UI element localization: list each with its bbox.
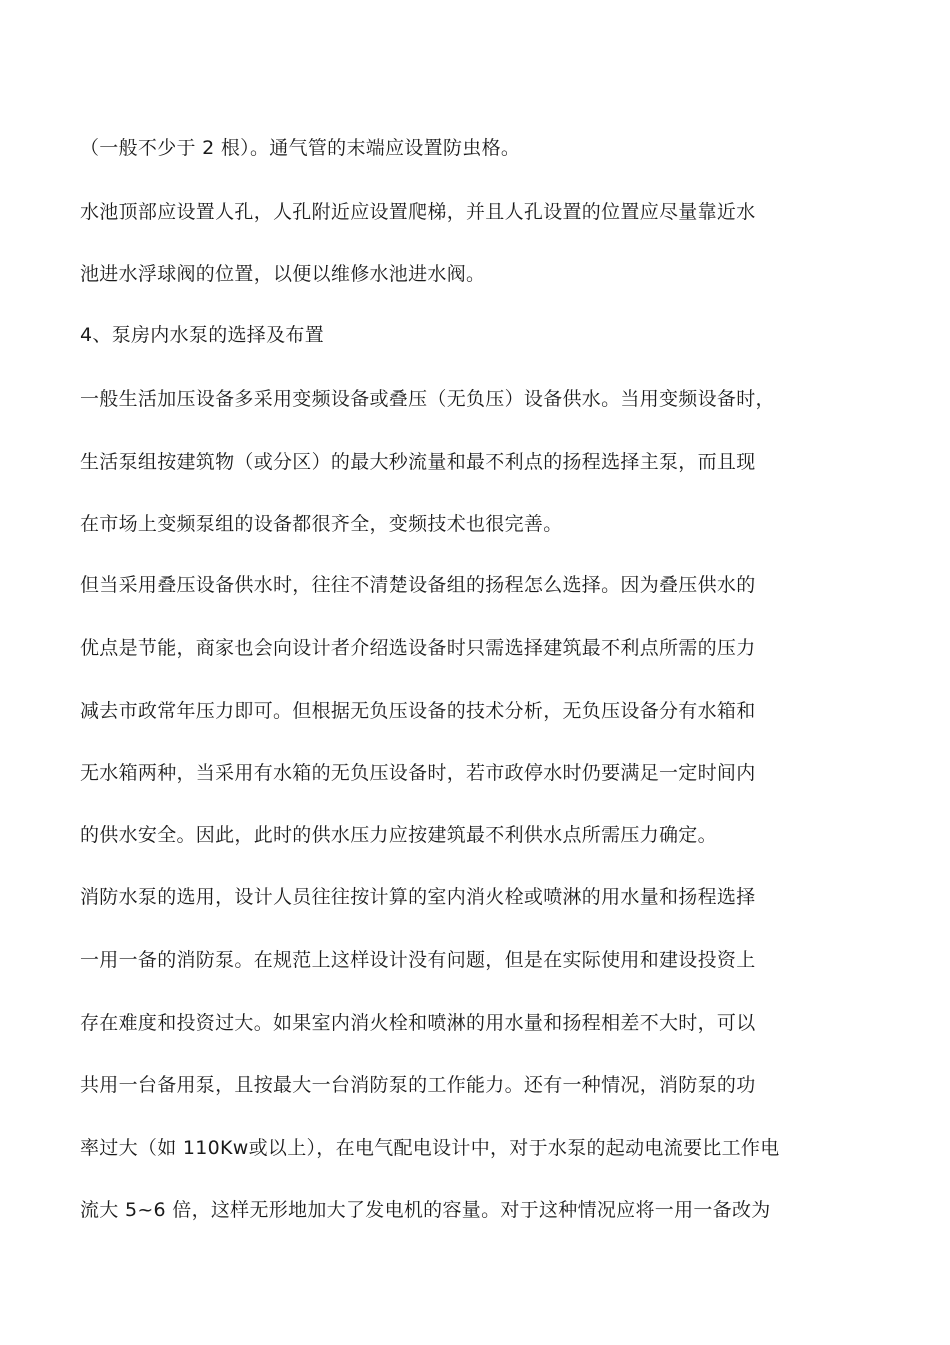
text-line: 共用一台备用泵，且按最大一台消防泵的工作能力。还有一种情况，消防泵的功 xyxy=(80,1074,756,1096)
text-line: 消防水泵的选用，设计人员往往按计算的室内消火栓或喷淋的用水量和扬程选择 xyxy=(80,886,756,908)
text-line: 在市场上变频泵组的设备都很齐全，变频技术也很完善。 xyxy=(80,513,563,535)
text-line: 优点是节能，商家也会向设计者介绍选设备时只需选择建筑最不利点所需的压力 xyxy=(80,637,756,659)
text-line: 流大 5~6 倍，这样无形地加大了发电机的容量。对于这种情况应将一用一备改为 xyxy=(80,1199,771,1221)
text-line: 减去市政常年压力即可。但根据无负压设备的技术分析，无负压设备分有水箱和 xyxy=(80,700,756,722)
text-line: 但当采用叠压设备供水时，往往不清楚设备组的扬程怎么选择。因为叠压供水的 xyxy=(80,574,756,596)
text-line: 存在难度和投资过大。如果室内消火栓和喷淋的用水量和扬程相差不大时，可以 xyxy=(80,1012,756,1034)
text-line: 池进水浮球阀的位置，以便以维修水池进水阀。 xyxy=(80,263,486,285)
text-line: 无水箱两种，当采用有水箱的无负压设备时，若市政停水时仍要满足一定时间内 xyxy=(80,762,756,784)
text-line: 率过大（如 110Kw或以上），在电气配电设计中，对于水泵的起动电流要比工作电 xyxy=(80,1137,780,1159)
section-heading: 4、泵房内水泵的选择及布置 xyxy=(80,324,324,346)
text-line: 的供水安全。因此，此时的供水压力应按建筑最不利供水点所需压力确定。 xyxy=(80,824,717,846)
text-line: 生活泵组按建筑物（或分区）的最大秒流量和最不利点的扬程选择主泵，而且现 xyxy=(80,451,756,473)
text-line: 一用一备的消防泵。在规范上这样设计没有问题，但是在实际使用和建设投资上 xyxy=(80,949,756,971)
text-line: 水池顶部应设置人孔，人孔附近应设置爬梯，并且人孔设置的位置应尽量靠近水 xyxy=(80,201,756,223)
text-line: 一般生活加压设备多采用变频设备或叠压（无负压）设备供水。当用变频设备时， xyxy=(80,388,775,410)
text-line: （一般不少于 2 根）。通气管的末端应设置防虫格。 xyxy=(80,137,521,159)
